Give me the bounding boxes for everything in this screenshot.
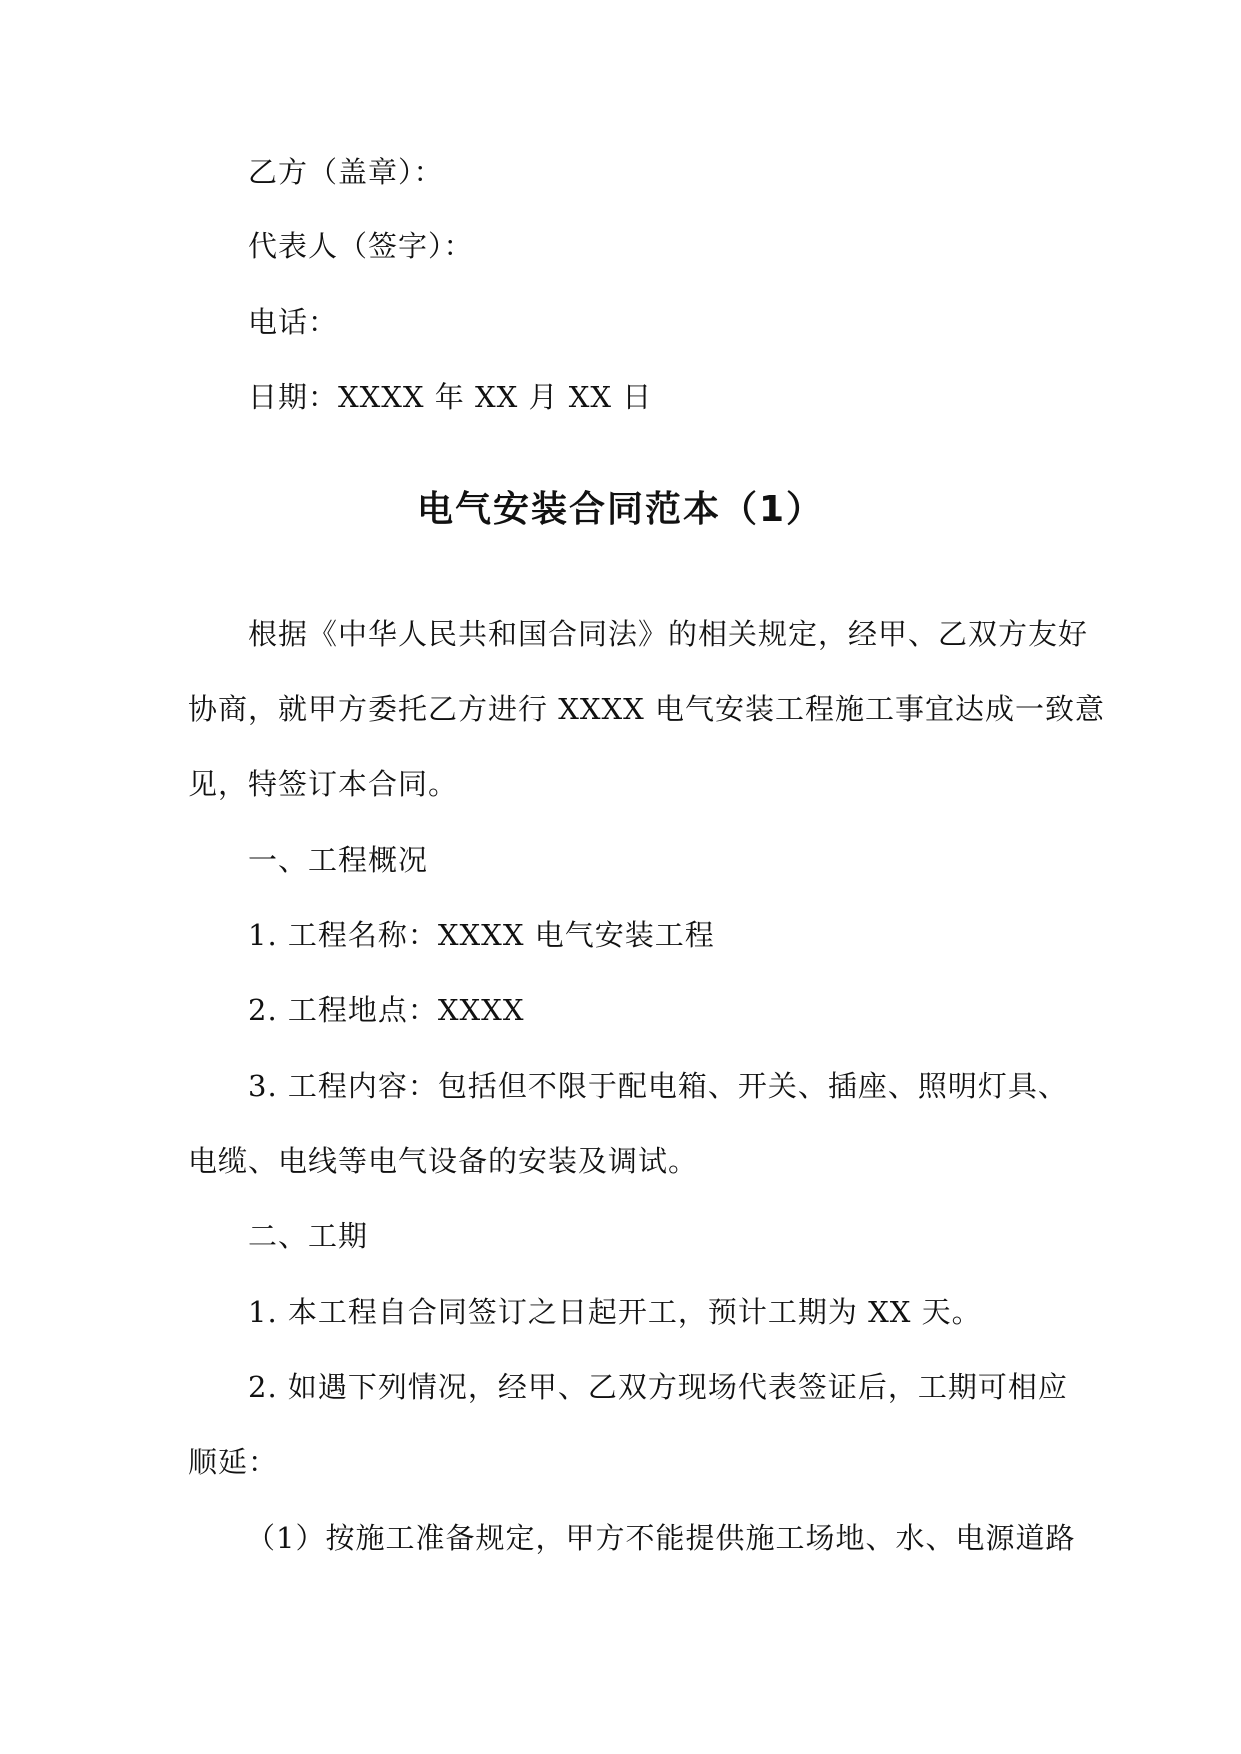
section-2-item-2-line-2: 顺延： xyxy=(188,1445,279,1479)
section-2-item-2-line-1: 2. 如遇下列情况，经甲、乙双方现场代表签证后，工期可相应 xyxy=(248,1370,1068,1404)
preamble-line-1: 根据《中华人民共和国合同法》的相关规定，经甲、乙双方友好 xyxy=(248,617,1089,651)
date-line: 日期：XXXX 年 XX 月 XX 日 xyxy=(248,380,653,414)
section-1-item-1: 1. 工程名称：XXXX 电气安装工程 xyxy=(248,918,715,952)
preamble-line-2: 协商，就甲方委托乙方进行 XXXX 电气安装工程施工事宜达成一致意 xyxy=(188,692,1106,726)
section-2-item-1: 1. 本工程自合同签订之日起开工，预计工期为 XX 天。 xyxy=(248,1295,982,1329)
section-2-sub-item-1-line-1: （1）按施工准备规定，甲方不能提供施工场地、水、电源道路 xyxy=(246,1521,1076,1555)
document-title: 电气安装合同范本（1） xyxy=(416,489,825,530)
representative-signature-line: 代表人（签字）： xyxy=(248,229,474,263)
phone-line: 电话： xyxy=(248,305,339,339)
section-1-item-3-line-2: 电缆、电线等电气设备的安装及调试。 xyxy=(188,1144,699,1178)
section-1-item-3-line-1: 3. 工程内容：包括但不限于配电箱、开关、插座、照明灯具、 xyxy=(248,1069,1068,1103)
party-b-seal-line: 乙方（盖章）： xyxy=(248,155,444,189)
preamble-line-3: 见，特签订本合同。 xyxy=(188,767,459,801)
section-2-heading: 二、工期 xyxy=(248,1219,369,1253)
section-1-item-2: 2. 工程地点：XXXX xyxy=(248,993,525,1027)
section-1-heading: 一、工程概况 xyxy=(248,843,429,877)
